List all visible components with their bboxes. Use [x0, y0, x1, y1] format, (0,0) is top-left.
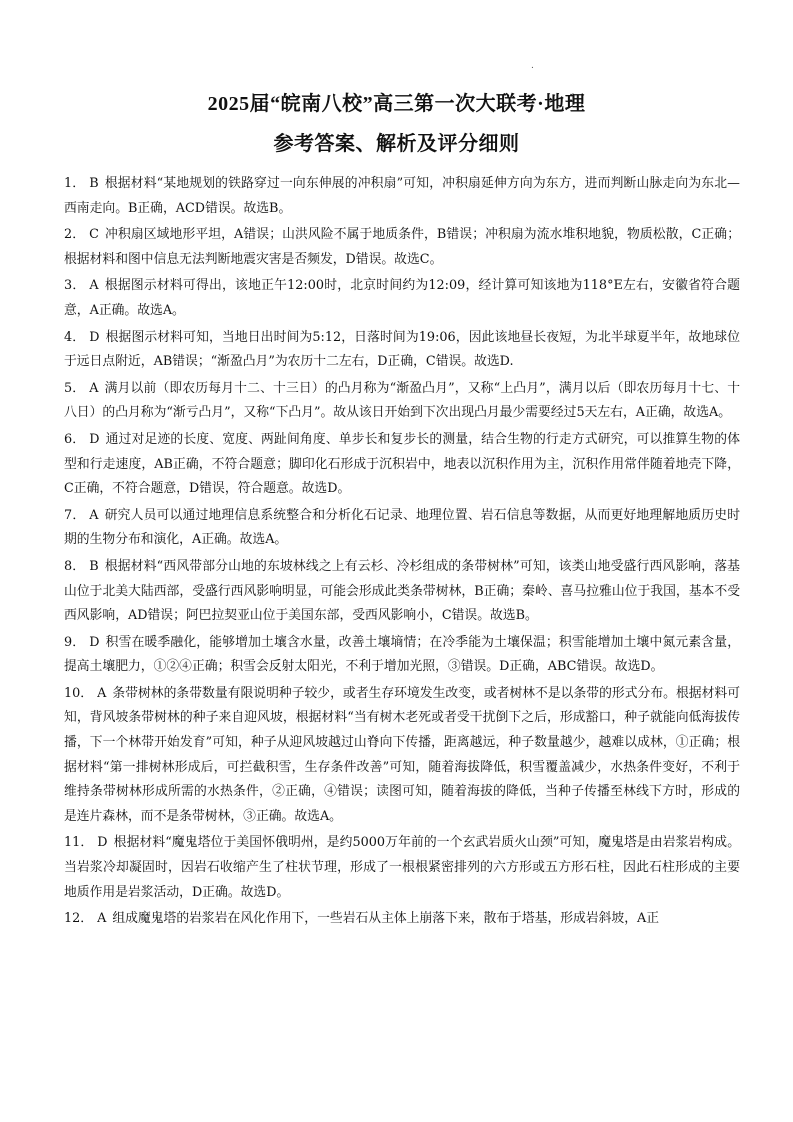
answer-list — [64, 172, 740, 934]
page-subtitle: 参考答案、解析及评分细则 — [273, 133, 520, 155]
answer-explanation: 条带树林的条带数量有限说明种子较少，或者生存环境发生改变，或者树林不是以条带的形式分布。根据材料可知，背风坡条带树林的种子来自迎风坡，根据材料“当有树木老死或者受干扰倒下之后，形成豁口，种子就能向低海拔传播，下一个林带开始发育”可知，种子从迎风坡越过山脊向下传播，距离越远，种子数量越少，越难以成林，①正确；根据材料“第一排树林形成后，可拦截积雪，生存条件改善”可知，随着海拔降低，积雪覆盖减少，水热条件变好，不利于维持条带树林形成所需的水热条件，②正确，④错误；读图可知，随着海拔的降低，当种子传播至林线下方时，形成的是连片森林，而不是条带树林，③正确。故选A。 — [64, 685, 740, 824]
answer-item-12 — [64, 907, 740, 932]
answer-explanation: 研究人员可以通过地理信息系统整合和分析化石记录、地理位置、岩石信息等数据，从而更好地理解地质历史时期的生物分布和演化，A正确。故选A。 — [64, 507, 741, 548]
answer-choice: B — [89, 558, 99, 574]
answer-item-4 — [64, 326, 740, 375]
answer-item-11 — [64, 831, 740, 905]
answer-number: 1． — [64, 176, 86, 191]
answer-item-1 — [64, 172, 740, 221]
answer-number: 6． — [64, 431, 86, 447]
answer-number: 5． — [64, 380, 86, 396]
answer-choice: D — [89, 329, 100, 345]
answer-explanation: 组成魔鬼塔的岩浆岩在风化作用下，一些岩石从主体上崩落下来，散布于塔基，形成岩斜坡，A正 — [112, 911, 660, 927]
answer-explanation: 满月以前（即农历每月十二、十三日）的凸月称为“渐盈凸月”，又称“上凸月”，满月以后（即农历每月十七、十八日）的凸月称为“渐亏凸月”，又称“下凸月”。故从该日开始到下次出现凸月最少需要经过5天左右，A正确，故选A。 — [64, 380, 740, 421]
answer-choice: C — [89, 227, 99, 243]
answer-explanation: 冲积扇区域地形平坦，A错误；山洪风险不属于地质条件，B错误；冲积扇为流水堆积地貌，物质松散，C正确；根据材料和图中信息无法判断地震灾害是否频发，D错误。故选C。 — [64, 227, 740, 267]
answer-number: 2． — [64, 227, 86, 243]
answer-number: 7． — [64, 507, 86, 523]
answer-choice: A — [89, 278, 99, 294]
answer-choice: D — [89, 431, 100, 447]
answer-item-2 — [64, 223, 740, 272]
answer-choice: A — [89, 507, 99, 523]
page-mark: . — [531, 61, 534, 71]
answer-item-10 — [64, 682, 740, 830]
answer-number: 4． — [64, 329, 86, 345]
answer-item-8 — [64, 555, 740, 629]
answer-item-5 — [64, 377, 740, 426]
answer-number: 12． — [64, 911, 94, 927]
answer-item-9 — [64, 631, 740, 680]
answer-item-6 — [64, 428, 740, 502]
answer-explanation: 根据图示材料可得出，该地正午12:00时，北京时间约为12:09，经计算可知该地为118°E左右，安徽省符合题意，A正确。故选A。 — [64, 278, 740, 318]
answer-choice: A — [89, 380, 99, 396]
answer-choice: B — [89, 176, 99, 191]
answer-choice: D — [97, 835, 108, 851]
answer-explanation: 积雪在暖季融化，能够增加土壤含水量，改善土壤墒情；在冷季能为土壤保温；积雪能增加土壤中氮元素含量，提高土壤肥力，①②④正确；积雪会反射太阳光，不利于增加光照，③错误。D正确，ABC错误。故选D。 — [64, 634, 740, 675]
answer-number: 11． — [64, 835, 94, 851]
answer-number: 10． — [64, 685, 94, 701]
answer-number: 3． — [64, 278, 86, 294]
answer-choice: D — [89, 634, 100, 650]
answer-item-3 — [64, 274, 740, 323]
answer-item-7 — [64, 504, 740, 553]
answer-explanation: 通过对足迹的长度、宽度、两趾间角度、单步长和复步长的测量，结合生物的行走方式研究，可以推算生物的体型和行走速度，AB正确，不符合题意；脚印化石形成于沉积岩中，地表以沉积作用为主，沉积作用常伴随着地壳下降，C正确，不符合题意，D错误，符合题意。故选D。 — [64, 431, 740, 497]
answer-choice: A — [97, 685, 107, 701]
answer-explanation: 根据材料“魔鬼塔位于美国怀俄明州，是约5000万年前的一个玄武岩质火山颈”可知，魔鬼塔是由岩浆岩构成。当岩浆冷却凝固时，因岩石收缩产生了柱状节理，形成了一根根紧密排列的六方形或五方形石柱，因此石柱形成的主要地质作用是岩浆活动，D正确。故选D。 — [64, 835, 740, 900]
answer-explanation: 根据材料“某地规划的铁路穿过一向东伸展的冲积扇”可知，冲积扇延伸方向为东方，进而判断山脉走向为东北—西南走向。B正确，ACD错误。故选B。 — [64, 176, 740, 216]
answer-number: 9． — [64, 634, 86, 650]
answer-explanation: 根据图示材料可知，当地日出时间为5:12，日落时间为19:06，因此该地昼长夜短，为北半球夏半年，故地球位于远日点附近，AB错误；“渐盈凸月”为农历十二左右，D正确，C错误。故选D. — [64, 329, 740, 370]
answer-explanation: 根据材料“西风带部分山地的东坡林线之上有云杉、冷杉组成的条带树林”可知，该类山地受盛行西风影响，落基山位于北美大陆西部，受盛行西风影响明显，可能会形成此类条带树林，B正确；秦岭、喜马拉雅山位于我国，基本不受西风影响，AD错误；阿巴拉契亚山位于美国东部，受西风影响小，C错误。故选B。 — [64, 558, 740, 624]
answer-choice: A — [97, 911, 107, 927]
page-title: 2025届“皖南八校”高三第一次大联考·地理 — [207, 93, 586, 115]
answer-number: 8． — [64, 558, 86, 574]
